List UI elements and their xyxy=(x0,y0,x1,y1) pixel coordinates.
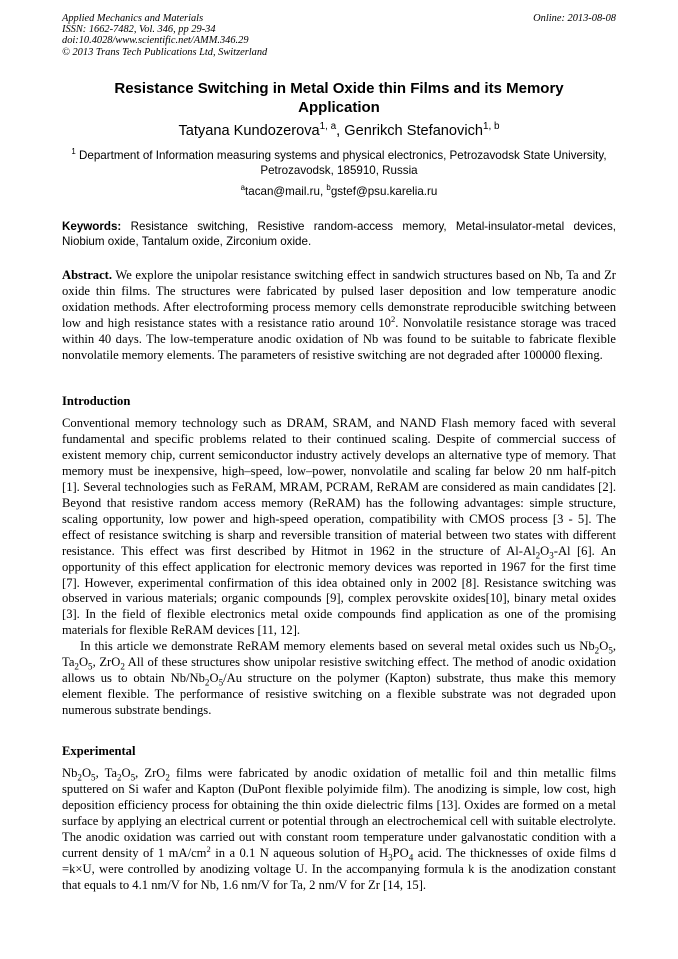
keywords-block xyxy=(62,219,616,249)
email-a-mark: a xyxy=(240,183,246,193)
intro-p2-text: All of these structures show unipolar resistive switching effect. The method of anodic oxidation allows us to obtain Nb/Nb xyxy=(62,655,617,686)
intro-p2-sub: 5 xyxy=(88,661,93,672)
intro-p1-o: O xyxy=(540,543,550,558)
abstract-label: Abstract. xyxy=(62,268,113,282)
intro-p2-text: , ZrO xyxy=(92,655,121,670)
abstract-exponent: 2 xyxy=(390,313,396,324)
experimental-paragraph-1 xyxy=(62,766,616,894)
exp-sub: 3 xyxy=(388,852,393,863)
intro-p2-sub: 2 xyxy=(74,661,79,672)
keywords-label: Keywords: xyxy=(62,220,122,233)
intro-p2-sub: 2 xyxy=(204,677,210,688)
exp-text: Nb xyxy=(62,766,78,780)
keywords-text: Resistance switching, Resistive random-access memory, Metal-insulator-metal devices, Niobium oxide, Tantalum oxide, Zirconium oxide. xyxy=(62,220,616,248)
email-a-link[interactable]: tacan@mail.ru, xyxy=(245,185,327,198)
intro-paragraph-2 xyxy=(62,639,616,719)
exp-text: PO xyxy=(392,845,409,860)
exp-sub: 2 xyxy=(165,772,170,783)
experimental-body xyxy=(62,766,616,894)
doi-line: doi:10.4028/www.scientific.net/AMM.346.29 xyxy=(62,35,249,47)
author-1-name: Tatyana Kundozerova xyxy=(178,123,320,139)
author-emails xyxy=(62,184,616,199)
abstract-text-1: We explore the unipolar resistance switching effect in sandwich structures based on Nb, Ta and Zr oxide thin films. The structures were fabricated by pulsed laser deposition and low temperature anodic oxidation methods. After electroforming process memory cells demonstrate reproducible switching between low and high resistance states with a resistance ratio around 10 xyxy=(62,268,616,330)
exp-text: O xyxy=(81,766,92,780)
intro-p2-sub: 5 xyxy=(218,677,224,688)
intro-p2-text: /Au structure on the polymer (Kapton) substrate, thus make this memory element flexible. The performance of resistive switching on a flexible substrate was not degraded upon numerous substrate bendings. xyxy=(62,671,616,718)
email-b-mark: b xyxy=(326,183,331,193)
exp-sub: 5 xyxy=(91,772,96,783)
exp-text: O xyxy=(121,766,131,780)
intro-p1-text-a: Conventional memory technology such as DRAM, SRAM, and NAND Flash memory faced with several fundamental and specific problems related to their continued scaling. Despite of commercial success of existent memory chip, current semiconductor industry actively develops an alternative type of memory. That memory must be inexpensive, high–speed, low–power, nonvolatile and scaling far below 20 nm half-pitch [1]. Several technologies such as FeRAM, MRAM, PCRAM, ReRAM are considered as main candidates [2]. Beyond that resistive random access memory (ReRAM) has the following advantages: simple structure, scaling opportunity, low power and high-speed operation, compatibility with CMOS process [3 - 5]. The effect of resistance switching is sharp and reversible transition of material between two states with different resistance. This effect was first described by Hitmot in 1962 in the structure of Al-Al xyxy=(62,416,616,558)
exp-sub: 4 xyxy=(408,852,414,863)
experimental-heading: Experimental xyxy=(62,744,136,758)
intro-p2-text: In this article we demonstrate ReRAM memory elements based on several metal oxides such us Nb xyxy=(80,639,595,654)
exp-text: , Ta xyxy=(95,766,117,780)
intro-p2-sub: 5 xyxy=(608,645,613,656)
affiliation xyxy=(62,148,616,178)
affiliation-number: 1 xyxy=(71,147,76,157)
intro-p1-sub: 2 xyxy=(535,550,541,561)
introduction-body xyxy=(62,416,616,719)
exp-text: films were fabricated by anodic oxidation of metallic foil and thin metallic films sputtered on Si wafer and Kapton (DuPont flexible polyimide film). The anodizing is simple, low cost, high deposition efficiency process for obtaining the thin oxide dielectric films [13]. Oxides are formed on a metal surface by applying an electrical current or potential through an electrochemical cell with suitable electrolyte. The anodic oxidation was carried out with constant room temperature under galvanostatic condition with a current density of 1 mA/cm xyxy=(62,766,616,860)
intro-p2-text: O xyxy=(78,655,89,670)
exp-text: acid. The thicknesses of oxide films d =k×U, were controlled by anodizing voltage U. In the accompanying formula k is the anodization constant that equals to 4.1 nm/V for Nb, 1.6 nm/V for Ta, 2 nm/V for Zr [14, 15]. xyxy=(62,845,616,892)
journal-name: Applied Mechanics and Materials xyxy=(62,13,204,24)
exp-sub: 5 xyxy=(130,772,136,783)
exp-sub: 2 xyxy=(77,772,82,783)
intro-p2-text: , Ta xyxy=(62,639,616,670)
journal-header xyxy=(62,13,616,58)
online-date: Online: 2013-08-08 xyxy=(533,13,616,24)
author-separator: , xyxy=(336,123,345,139)
author-1-affil-mark: 1, a xyxy=(319,121,337,133)
author-list xyxy=(62,122,616,140)
exp-text: , ZrO xyxy=(135,766,166,780)
intro-paragraph-1 xyxy=(62,416,616,639)
intro-p1-sub: 3 xyxy=(549,550,554,561)
exp-sup: 2 xyxy=(206,843,211,854)
exp-text: in a 0.1 N aqueous solution of H xyxy=(210,845,389,860)
title-line-2: Application xyxy=(298,99,380,116)
issn-line: ISSN: 1662-7482, Vol. 346, pp 29-34 xyxy=(62,24,216,36)
intro-p2-text: O xyxy=(599,639,609,654)
title-line-1: Resistance Switching in Metal Oxide thin Films and its Memory xyxy=(114,80,564,97)
copyright-line: © 2013 Trans Tech Publications Ltd, Switzerland xyxy=(62,46,268,58)
abstract-text-2: . Nonvolatile resistance storage was traced within 40 days. The low-temperature anodic oxidation of Nb was found to be suitable to fabricate flexible nonvolatile memory elements. The parameters of resistive switching are not degraded after 100000 flexing. xyxy=(62,315,616,362)
abstract-block xyxy=(62,268,616,364)
email-b-link[interactable]: gstef@psu.karelia.ru xyxy=(330,185,438,198)
author-2-name: Genrikch Stefanovich xyxy=(344,123,483,139)
intro-p1-text-b: -Al [6]. An opportunity of this effect application for electronic memory devices was reported in 1967 for the first time [7]. However, experimental confirmation of this idea obtained only in 2002 [8]. Resistance switching was observed in various materials; organic compounds [9], complex perovskite oxides[10], binary metal oxides [3]. In the field of flexible electronics metal oxide compounds find application as one of the promising materials for flexible ReRAM devices [11, 12]. xyxy=(62,543,616,638)
introduction-heading: Introduction xyxy=(62,394,131,408)
author-2-affil-mark: 1, b xyxy=(483,121,500,133)
affiliation-text: Department of Information measuring systems and physical electronics, Petrozavodsk State University, Petrozavodsk, 185910, Russia xyxy=(75,149,607,177)
exp-sub: 2 xyxy=(116,772,122,783)
intro-p2-text: O xyxy=(209,671,219,686)
intro-p2-sub: 2 xyxy=(594,645,600,656)
intro-p2-sub: 2 xyxy=(120,661,125,672)
paper-title xyxy=(62,79,616,117)
